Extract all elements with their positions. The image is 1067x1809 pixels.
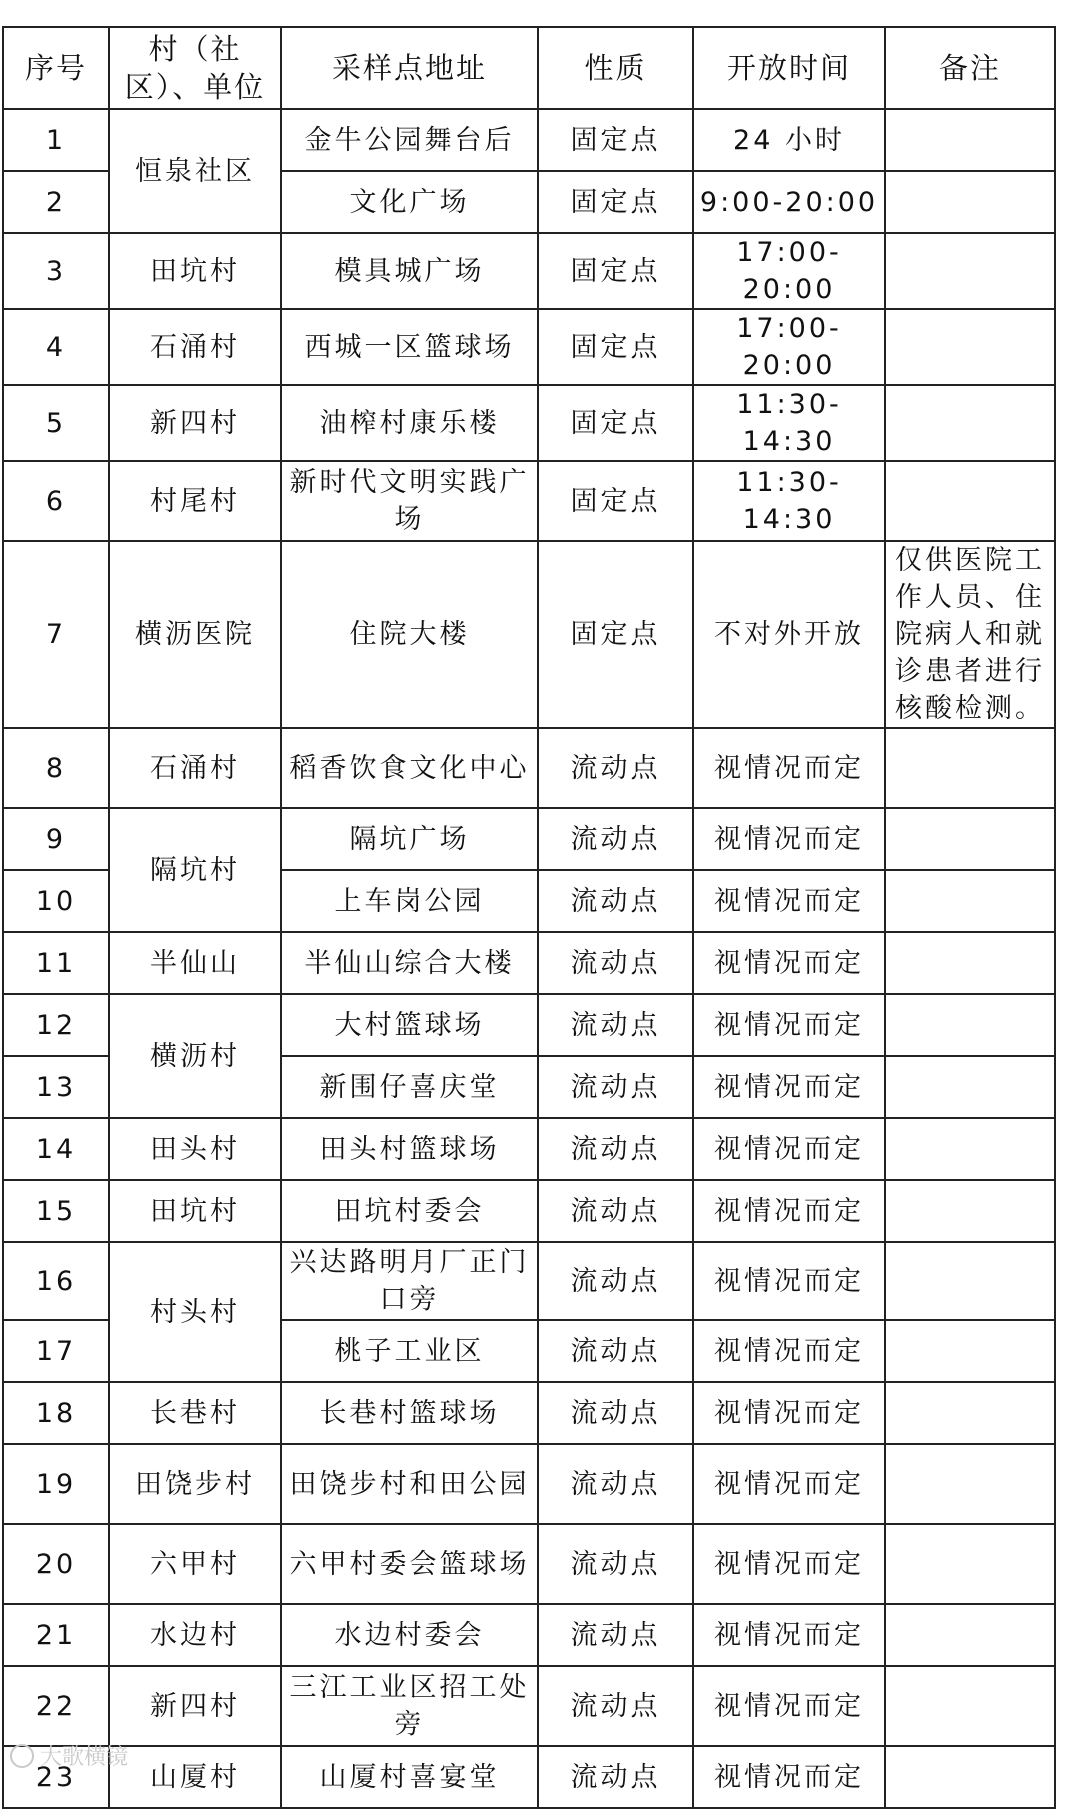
header-hours: 开放时间 — [693, 27, 885, 109]
row-hours: 视情况而定 — [693, 808, 885, 870]
row-type: 流动点 — [538, 728, 693, 808]
row-seq: 16 — [3, 1242, 109, 1320]
table-row — [3, 1444, 1055, 1524]
row-hours: 视情况而定 — [693, 1604, 885, 1666]
row-note — [885, 109, 1055, 171]
row-type: 流动点 — [538, 1444, 693, 1524]
row-hours: 视情况而定 — [693, 1382, 885, 1444]
row-note — [885, 994, 1055, 1056]
table-row — [3, 1242, 1055, 1320]
row-hours: 视情况而定 — [693, 728, 885, 808]
table-row — [3, 728, 1055, 808]
row-seq: 20 — [3, 1524, 109, 1604]
row-note — [885, 385, 1055, 461]
row-hours: 视情况而定 — [693, 870, 885, 932]
header-type: 性质 — [538, 27, 693, 109]
row-note — [885, 1382, 1055, 1444]
table-row — [3, 932, 1055, 994]
row-address: 长巷村篮球场 — [281, 1382, 538, 1444]
row-note — [885, 1180, 1055, 1242]
row-hours: 17:00-20:00 — [693, 309, 885, 385]
row-type: 流动点 — [538, 870, 693, 932]
row-type: 流动点 — [538, 1242, 693, 1320]
row-hours: 9:00-20:00 — [693, 171, 885, 233]
table-row — [3, 541, 1055, 728]
table-row — [3, 994, 1055, 1056]
header-unit: 村（社区）、单位 — [109, 27, 281, 109]
row-note — [885, 1242, 1055, 1320]
row-seq: 1 — [3, 109, 109, 171]
row-seq: 2 — [3, 171, 109, 233]
row-hours: 视情况而定 — [693, 1320, 885, 1382]
table-row — [3, 1604, 1055, 1666]
row-unit: 田坑村 — [109, 1180, 281, 1242]
row-address: 山厦村喜宴堂 — [281, 1746, 538, 1808]
row-unit: 六甲村 — [109, 1524, 281, 1604]
row-note: 仅供医院工作人员、住院病人和就诊患者进行核酸检测。 — [885, 541, 1055, 728]
row-address: 六甲村委会篮球场 — [281, 1524, 538, 1604]
row-unit: 长巷村 — [109, 1382, 281, 1444]
row-type: 流动点 — [538, 994, 693, 1056]
row-seq: 12 — [3, 994, 109, 1056]
table-row — [3, 309, 1055, 385]
table-row — [3, 1382, 1055, 1444]
row-type: 流动点 — [538, 932, 693, 994]
row-address: 金牛公园舞台后 — [281, 109, 538, 171]
row-hours: 视情况而定 — [693, 1118, 885, 1180]
row-note — [885, 1118, 1055, 1180]
row-seq: 6 — [3, 461, 109, 541]
row-address: 三江工业区招工处旁 — [281, 1666, 538, 1746]
row-seq: 11 — [3, 932, 109, 994]
row-address: 桃子工业区 — [281, 1320, 538, 1382]
row-type: 固定点 — [538, 309, 693, 385]
row-unit: 横沥医院 — [109, 541, 281, 728]
row-type: 流动点 — [538, 1604, 693, 1666]
table-row — [3, 1524, 1055, 1604]
watermark-text: 大歌横镜 — [40, 1745, 129, 1770]
row-seq: 10 — [3, 870, 109, 932]
row-type: 流动点 — [538, 808, 693, 870]
table-row — [3, 1118, 1055, 1180]
row-hours: 视情况而定 — [693, 1666, 885, 1746]
row-seq: 17 — [3, 1320, 109, 1382]
table-row — [3, 109, 1055, 171]
watermark — [10, 1740, 128, 1771]
row-type: 流动点 — [538, 1524, 693, 1604]
row-note — [885, 309, 1055, 385]
row-hours: 视情况而定 — [693, 1746, 885, 1808]
row-hours: 视情况而定 — [693, 1524, 885, 1604]
table-header-row — [3, 27, 1055, 109]
row-address: 水边村委会 — [281, 1604, 538, 1666]
row-unit: 新四村 — [109, 1666, 281, 1746]
row-hours: 视情况而定 — [693, 1180, 885, 1242]
row-seq: 21 — [3, 1604, 109, 1666]
row-address: 半仙山综合大楼 — [281, 932, 538, 994]
row-type: 流动点 — [538, 1746, 693, 1808]
row-address: 田饶步村和田公园 — [281, 1444, 538, 1524]
row-type: 固定点 — [538, 461, 693, 541]
row-hours: 11:30-14:30 — [693, 461, 885, 541]
row-address: 上车岗公园 — [281, 870, 538, 932]
table-row — [3, 461, 1055, 541]
header-seq: 序号 — [3, 27, 109, 109]
table-row — [3, 1746, 1055, 1808]
row-type: 流动点 — [538, 1666, 693, 1746]
row-seq: 4 — [3, 309, 109, 385]
row-note — [885, 1604, 1055, 1666]
row-seq: 15 — [3, 1180, 109, 1242]
row-note — [885, 1444, 1055, 1524]
row-note — [885, 233, 1055, 309]
row-unit: 村尾村 — [109, 461, 281, 541]
row-note — [885, 728, 1055, 808]
header-note: 备注 — [885, 27, 1055, 109]
row-note — [885, 808, 1055, 870]
row-type: 固定点 — [538, 233, 693, 309]
row-seq: 14 — [3, 1118, 109, 1180]
row-note — [885, 1056, 1055, 1118]
row-type: 固定点 — [538, 385, 693, 461]
row-hours: 不对外开放 — [693, 541, 885, 728]
row-unit: 山厦村 — [109, 1746, 281, 1808]
row-note — [885, 870, 1055, 932]
header-address: 采样点地址 — [281, 27, 538, 109]
row-note — [885, 171, 1055, 233]
row-note — [885, 932, 1055, 994]
row-seq: 7 — [3, 541, 109, 728]
watermark-logo-icon — [10, 1744, 34, 1768]
row-hours: 11:30-14:30 — [693, 385, 885, 461]
row-unit: 田坑村 — [109, 233, 281, 309]
row-hours: 24 小时 — [693, 109, 885, 171]
row-hours: 视情况而定 — [693, 1242, 885, 1320]
row-seq: 18 — [3, 1382, 109, 1444]
row-hours: 视情况而定 — [693, 994, 885, 1056]
row-hours: 视情况而定 — [693, 1056, 885, 1118]
row-note — [885, 1746, 1055, 1808]
row-unit: 横沥村 — [109, 994, 281, 1118]
row-note — [885, 1666, 1055, 1746]
table-row — [3, 808, 1055, 870]
row-seq: 23 — [3, 1746, 109, 1808]
row-seq: 9 — [3, 808, 109, 870]
row-address: 文化广场 — [281, 171, 538, 233]
row-unit: 半仙山 — [109, 932, 281, 994]
row-address: 住院大楼 — [281, 541, 538, 728]
table-row — [3, 1666, 1055, 1746]
row-address: 新时代文明实践广场 — [281, 461, 538, 541]
row-type: 固定点 — [538, 171, 693, 233]
row-address: 西城一区篮球场 — [281, 309, 538, 385]
row-type: 流动点 — [538, 1382, 693, 1444]
row-unit: 新四村 — [109, 385, 281, 461]
row-type: 流动点 — [538, 1056, 693, 1118]
row-unit: 水边村 — [109, 1604, 281, 1666]
row-seq: 8 — [3, 728, 109, 808]
row-seq: 5 — [3, 385, 109, 461]
table-row — [3, 1180, 1055, 1242]
row-seq: 22 — [3, 1666, 109, 1746]
row-unit: 村头村 — [109, 1242, 281, 1382]
table-row — [3, 385, 1055, 461]
row-unit: 田饶步村 — [109, 1444, 281, 1524]
row-seq: 13 — [3, 1056, 109, 1118]
row-address: 田头村篮球场 — [281, 1118, 538, 1180]
row-address: 田坑村委会 — [281, 1180, 538, 1242]
row-address: 大村篮球场 — [281, 994, 538, 1056]
row-seq: 19 — [3, 1444, 109, 1524]
row-unit: 石涌村 — [109, 728, 281, 808]
row-address: 隔坑广场 — [281, 808, 538, 870]
sampling-sites-table — [2, 26, 1056, 1809]
row-type: 流动点 — [538, 1118, 693, 1180]
row-seq: 3 — [3, 233, 109, 309]
row-hours: 17:00-20:00 — [693, 233, 885, 309]
row-unit: 石涌村 — [109, 309, 281, 385]
row-address: 模具城广场 — [281, 233, 538, 309]
row-note — [885, 1524, 1055, 1604]
row-address: 兴达路明月厂正门口旁 — [281, 1242, 538, 1320]
row-type: 固定点 — [538, 109, 693, 171]
row-note — [885, 461, 1055, 541]
row-hours: 视情况而定 — [693, 1444, 885, 1524]
row-unit: 隔坑村 — [109, 808, 281, 932]
row-address: 油榨村康乐楼 — [281, 385, 538, 461]
row-type: 流动点 — [538, 1320, 693, 1382]
row-type: 固定点 — [538, 541, 693, 728]
row-address: 稻香饮食文化中心 — [281, 728, 538, 808]
row-unit: 恒泉社区 — [109, 109, 281, 233]
row-unit: 田头村 — [109, 1118, 281, 1180]
row-note — [885, 1320, 1055, 1382]
row-address: 新围仔喜庆堂 — [281, 1056, 538, 1118]
row-hours: 视情况而定 — [693, 932, 885, 994]
table-row — [3, 233, 1055, 309]
row-type: 流动点 — [538, 1180, 693, 1242]
